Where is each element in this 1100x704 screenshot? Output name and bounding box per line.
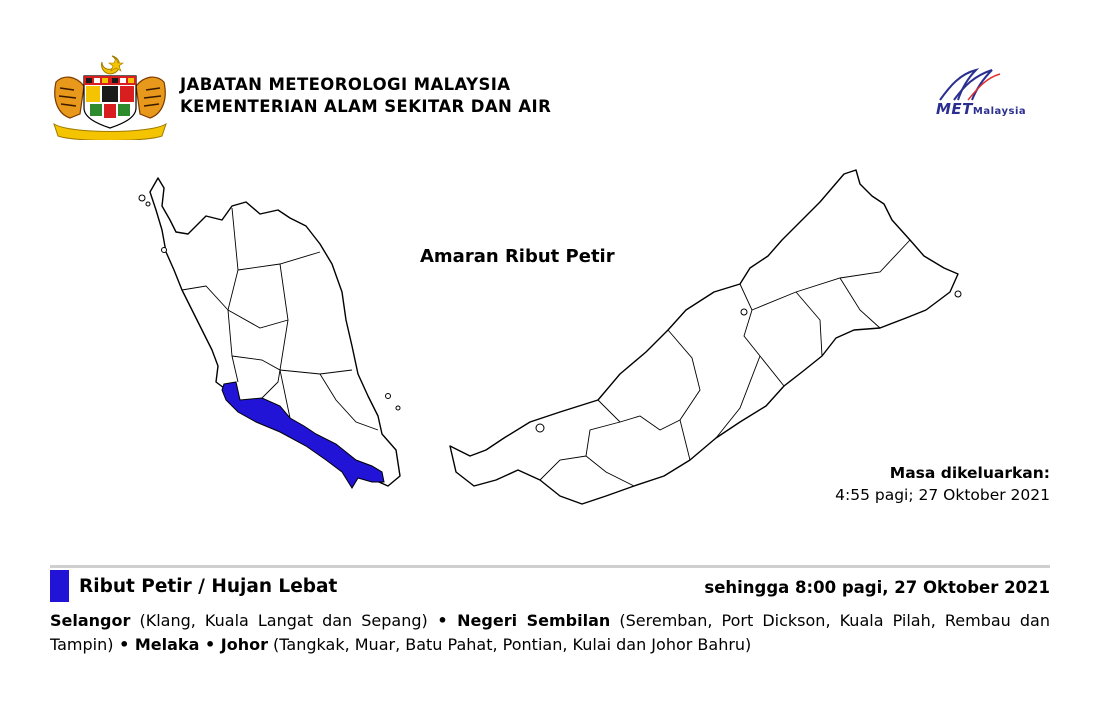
bullet-separator: • xyxy=(113,635,135,654)
area-state: Negeri Sembilan xyxy=(457,611,611,630)
met-logo-word: MET xyxy=(936,100,973,118)
agency-header xyxy=(180,74,551,118)
borneo-malaysia xyxy=(450,170,958,504)
peninsular-malaysia xyxy=(150,178,400,486)
valid-until: sehingga 8:00 pagi, 27 Oktober 2021 xyxy=(704,578,1050,597)
malaysia-coat-of-arms-icon xyxy=(50,52,170,140)
legend-title: Ribut Petir / Hujan Lebat xyxy=(79,576,338,597)
area-state: Johor xyxy=(220,635,268,654)
issued-label: Masa dikeluarkan: xyxy=(889,464,1050,482)
map-title: Amaran Ribut Petir xyxy=(420,246,615,267)
divider xyxy=(50,565,1050,568)
bullet-separator: • xyxy=(427,611,458,630)
legend-swatch xyxy=(50,570,69,602)
area-districts: (Seremban, Port Dickson, Kuala Pilah, Rembau dan Tampin) xyxy=(50,611,1051,654)
area-state: Melaka xyxy=(134,635,200,654)
issued-time: 4:55 pagi; 27 Oktober 2021 xyxy=(835,486,1050,504)
ministry-name: KEMENTERIAN ALAM SEKITAR DAN AIR xyxy=(180,97,552,116)
met-logo-sub: Malaysia xyxy=(972,106,1027,117)
bullet-separator: • xyxy=(199,635,221,654)
area-districts: (Klang, Kuala Langat dan Sepang) xyxy=(130,611,428,630)
met-malaysia-logo xyxy=(930,66,1050,122)
affected-areas xyxy=(50,609,1050,657)
area-districts: (Tangkak, Muar, Batu Pahat, Pontian, Kulai dan Johor Bahru) xyxy=(267,635,752,654)
agency-name: JABATAN METEOROLOGI MALAYSIA xyxy=(180,75,511,94)
area-state: Selangor xyxy=(50,611,131,630)
issued-time-block xyxy=(835,462,1050,506)
